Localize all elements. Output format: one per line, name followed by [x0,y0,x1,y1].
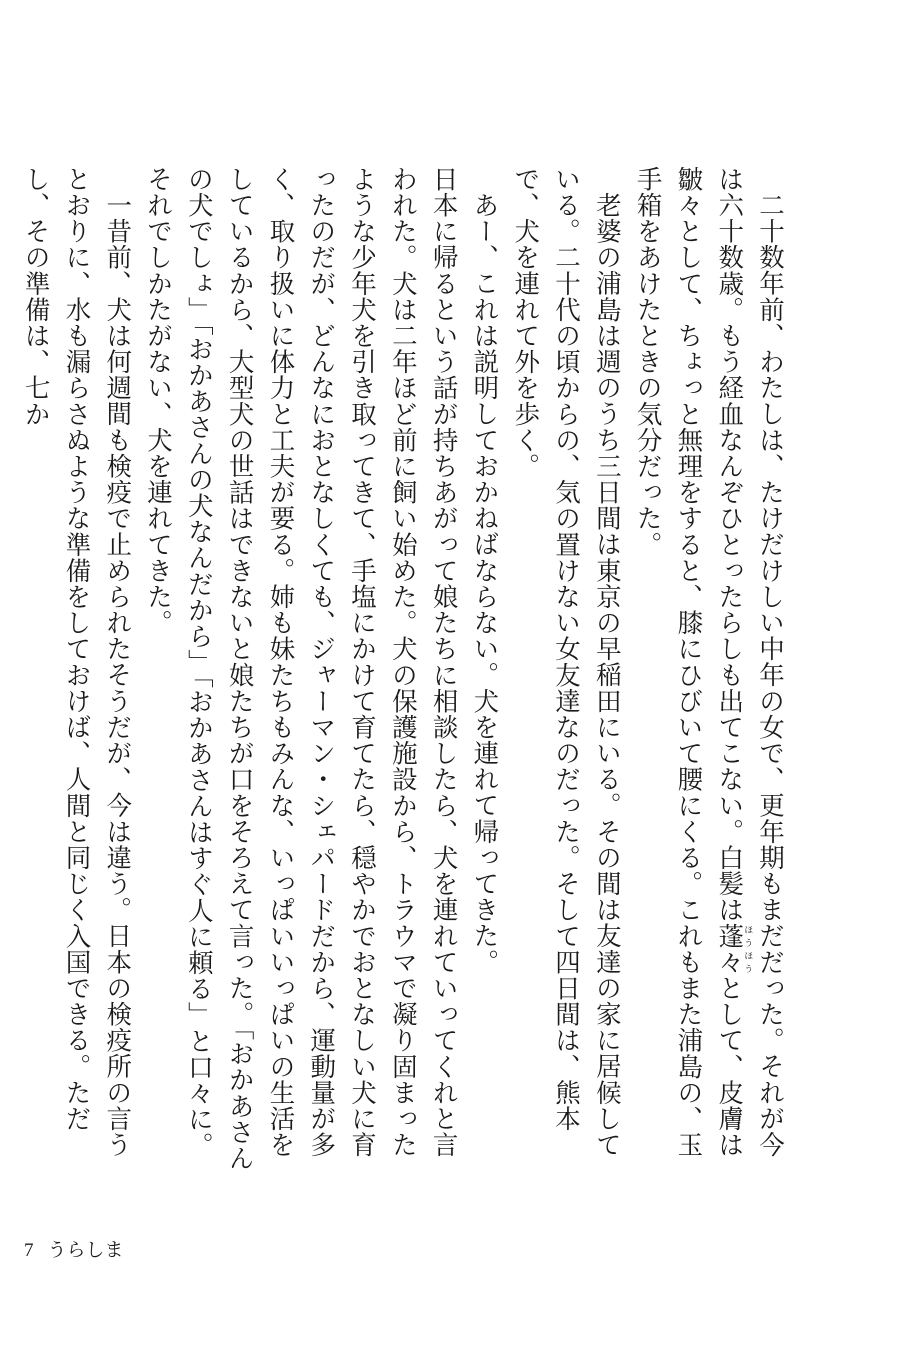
ruby-base-text: 蓬々 [714,922,745,976]
page-footer [24,1238,124,1263]
vertical-text-body [20,166,790,1176]
text-segment: 一昔前、犬は何週間も検疫で止められたそうだが、今は違う。日本の検疫所の言うとおりに、水も漏らさぬような準備をしておけば、人間と同じく入国できる。ただし、その準備は、七か [20,166,133,1158]
paragraph [627,166,790,1176]
text-segment: として、皮膚は皺々として、ちょっと無理をすると、膝にひびいて腰にくる。これもまた浦島の、玉手箱をあけたときの気分だった。 [632,166,745,1158]
paragraph [464,166,505,1176]
page-number: 7 [24,1240,34,1261]
text-segment: 老婆の浦島は週のうち三日間は東京の早稲田にいる。その間は友達の家に居候している。二十代の頃からの、気の置けない女友達なのだった。そして四日間は、熊本で、犬を連れて外を歩く。 [510,166,622,1158]
running-title: うらしま [47,1239,124,1261]
paragraph [137,166,463,1176]
paragraph [15,166,137,1176]
text-segment: 二十数年前、わたしは、たけだけしい中年の女で、更年期もまだだった。それが今は六十数歳。もう経血なんぞひとったらしも出てこない。白髪は [714,166,785,1158]
ruby-annotation [714,922,753,976]
text-segment: 日本に帰るという話が持ちあがって娘たちに相談したら、犬を連れていってくれと言われた。犬は二年ほど前に飼い始めた。犬の保護施設から、トラウマで凝り固まったような少年犬を引き取ってきて、手塩にかけて育てたら、穏やかでおとなしい犬に育ったのだが、どんなにおとなしくても、ジャーマン・シェパードだから、運動量が多く、取り扱いに体力と工夫が要る。姉も妹たちもみんな、いっぱいいっぱいの生活をしているから、大型犬の世話はできないと娘たちが口をそろえて言った。「おかあさんの犬でしょ」「おかあさんの犬なんだから」「おかあさんはすぐ人に頼る」と口々に。それでしかたがない、犬を連れてきた。 [143,166,459,1172]
ruby-reading: ほうほう [742,922,753,976]
text-segment: あー、これは説明しておかねばならない。犬を連れて帰ってきた。 [469,191,500,975]
paragraph [504,166,626,1176]
